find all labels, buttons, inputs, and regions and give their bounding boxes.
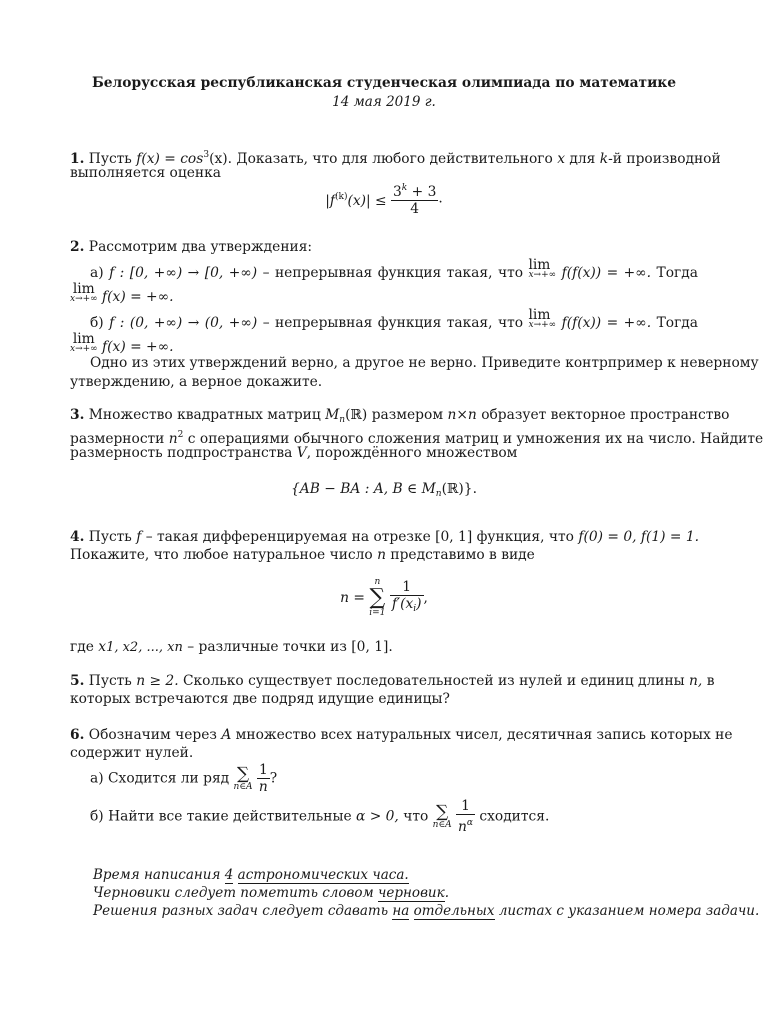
problem-3-number: 3. bbox=[70, 407, 85, 423]
fraction: $\frac{3^k + 3}{4}$ bbox=[393, 183, 437, 217]
page-title: Белорусская республиканская студенческая олимпиада по математике bbox=[91, 75, 677, 91]
problem-5-line-2: которых встречаются две подряд идущие единицы? bbox=[70, 691, 450, 707]
problem-4-sum-formula: n = n ∑ i=1 $\frac{1}{f'(x_i)}$ , bbox=[340, 577, 428, 618]
problem-2-line-6: Одно из этих утверждений верно, а другое не верно. Приведите контрпример к неверному bbox=[90, 355, 759, 371]
problem-1-line-1: 1. Пусть $f(x) = \cos^3(x)$. Доказать, что для любого действительного x для k-й производной bbox=[70, 150, 721, 167]
problem-6-line-1: 6. Обозначим через A множество всех натуральных чисел, десятичная запись которых не bbox=[70, 727, 733, 743]
problem-1-formula: $|f^{(k)}(x)|$ ≤ $\frac{3^k + 3}{4}$ . bbox=[0, 180, 768, 217]
summation-sign: ∑ n∈A bbox=[432, 801, 452, 830]
problem-2-conclusion-a: lim x→+∞ f(x) = +∞. bbox=[70, 281, 174, 305]
problem-6-part-a: а) Сходится ли ряд ∑ n∈A $\frac{1}{n}$ ? bbox=[90, 762, 278, 795]
note-duration: Время написания 4 астрономических часа. bbox=[93, 867, 409, 883]
summation-sign: n ∑ i=1 bbox=[369, 577, 386, 618]
problem-3-line-2: размерности $n^2$ с операциями обычного сложения матриц и умножения их на число. Найдите bbox=[70, 430, 764, 447]
problem-2-statement-b: б) f : (0, +∞) → (0, +∞) – непрерывная функция такая, что lim x→+∞ f(f(x)) = +∞. Тогда bbox=[90, 307, 699, 331]
page-date: 14 мая 2019 г. bbox=[332, 94, 436, 110]
problem-2-number: 2. bbox=[70, 239, 85, 255]
problem-6-number: 6. bbox=[70, 727, 85, 743]
summation-sign: ∑ n∈A bbox=[233, 763, 253, 792]
problem-1-line-2: выполняется оценка bbox=[70, 165, 221, 181]
problem-4-number: 4. bbox=[70, 529, 85, 545]
problem-3-set-formula: {AB − BA : A, B ∈ $M_n(ℝ)$}. bbox=[291, 481, 477, 499]
fraction: $\frac{1}{n^\alpha}$ bbox=[458, 798, 473, 835]
problem-2-line-1: 2. Рассмотрим два утверждения: bbox=[70, 239, 313, 255]
note-drafts: Черновики следует пометить словом черновик. bbox=[93, 885, 449, 901]
problem-4-line-2: Покажите, что любое натуральное число n представимо в виде bbox=[70, 547, 535, 563]
fraction: $\frac{1}{f'(x_i)}$ bbox=[390, 579, 424, 617]
problem-1-number: 1. bbox=[70, 151, 85, 167]
problem-2-statement-a: а) f : [0, +∞) → [0, +∞) – непрерывная функция такая, что lim x→+∞ f(f(x)) = +∞. Тогда bbox=[90, 257, 698, 281]
problem-6-part-b: б) Найти все такие действительные α > 0, что ∑ n∈A $\frac{1}{n^\alpha}$ сходится. bbox=[90, 798, 550, 835]
problem-3-line-1: 3. Множество квадратных матриц $M_n(ℝ)$ размером n×n образует векторное пространство bbox=[70, 407, 730, 425]
problem-6-line-2: содержит нулей. bbox=[70, 745, 194, 761]
problem-2-conclusion-b: lim x→+∞ f(x) = +∞. bbox=[70, 331, 174, 355]
problem-4-line-1: 4. Пусть f – такая дифференцируемая на отрезке [0, 1] функция, что f(0) = 0, f(1) = 1. bbox=[70, 529, 700, 545]
problem-5-line-1: 5. Пусть n ≥ 2. Сколько существует последовательностей из нулей и единиц длины n, в bbox=[70, 673, 715, 689]
problem-5-number: 5. bbox=[70, 673, 85, 689]
note-submission: Решения разных задач следует сдавать на отдельных листах с указанием номера задачи. bbox=[93, 903, 760, 919]
problem-3-line-3: размерность подпространства V, порождённого множеством bbox=[70, 445, 518, 461]
problem-4-line-3: где x1, x2, ..., xn – различные точки из [0, 1]. bbox=[70, 639, 393, 655]
fraction: $\frac{1}{n}$ bbox=[258, 762, 268, 795]
problem-2-line-7: утверждению, а верное докажите. bbox=[70, 374, 323, 390]
